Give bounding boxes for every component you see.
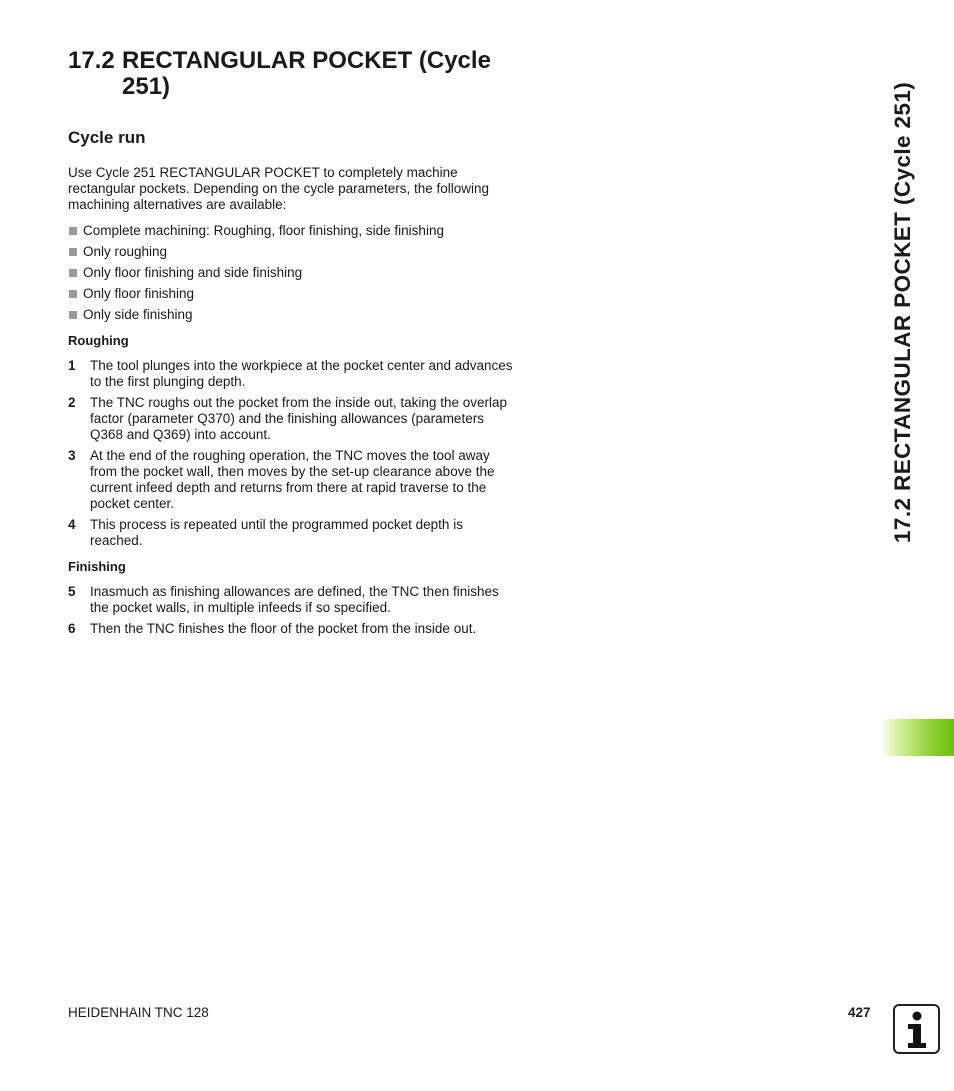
page-number: 427: [848, 1005, 871, 1020]
heading-number: 17.2: [68, 47, 115, 74]
bullet-square-icon: [69, 290, 77, 298]
finishing-label: Finishing: [68, 559, 126, 574]
step-item: 1 The tool plunges into the workpiece at the pocket center and advances to the first plunging depth.: [68, 358, 513, 389]
info-icon: [893, 1004, 940, 1054]
list-item: Only roughing: [68, 244, 513, 260]
roughing-label: Roughing: [68, 333, 129, 348]
finishing-steps: [68, 584, 513, 637]
body-content: [68, 165, 513, 642]
step-item: 6 Then the TNC finishes the floor of the pocket from the inside out.: [68, 621, 477, 636]
step-item: 2 The TNC roughs out the pocket from the inside out, taking the overlap factor (parameter Q370) and the finishing allowances (parameters Q368 and Q369) into account.: [68, 395, 507, 442]
list-item: Only floor finishing and side finishing: [68, 265, 513, 281]
bullet-square-icon: [69, 248, 77, 256]
chapter-tab: [880, 719, 954, 756]
bullet-square-icon: [69, 269, 77, 277]
list-item: Complete machining: Roughing, floor finishing, side finishing: [68, 223, 513, 239]
step-item: 3 At the end of the roughing operation, the TNC moves the tool away from the pocket wall, then moves by the set-up clearance above the current infeed depth and returns from there at rapid traverse to the pocket center.: [68, 448, 495, 511]
list-item: Only floor finishing: [68, 286, 513, 302]
roughing-steps: [68, 358, 513, 549]
bullet-square-icon: [69, 227, 77, 235]
list-item: Only side finishing: [68, 307, 513, 323]
alternatives-list: [68, 223, 513, 323]
step-item: 4 This process is repeated until the programmed pocket depth is reached.: [68, 517, 463, 548]
step-item: 5 Inasmuch as finishing allowances are defined, the TNC then finishes the pocket walls, in multiple infeeds if so specified.: [68, 584, 499, 615]
intro-paragraph: Use Cycle 251 RECTANGULAR POCKET to completely machine rectangular pockets. Depending on the cycle parameters, the following machining alternatives are available:: [68, 165, 489, 212]
page-heading: [68, 48, 528, 100]
info-icon-glyph: [895, 1006, 938, 1052]
bullet-square-icon: [69, 311, 77, 319]
footer-product: HEIDENHAIN TNC 128: [68, 1005, 209, 1020]
heading-title: RECTANGULAR POCKET (Cycle 251): [122, 47, 491, 100]
subheading-cycle-run: Cycle run: [68, 128, 146, 147]
side-running-title-text: 17.2 RECTANGULAR POCKET (Cycle 251): [890, 81, 915, 543]
